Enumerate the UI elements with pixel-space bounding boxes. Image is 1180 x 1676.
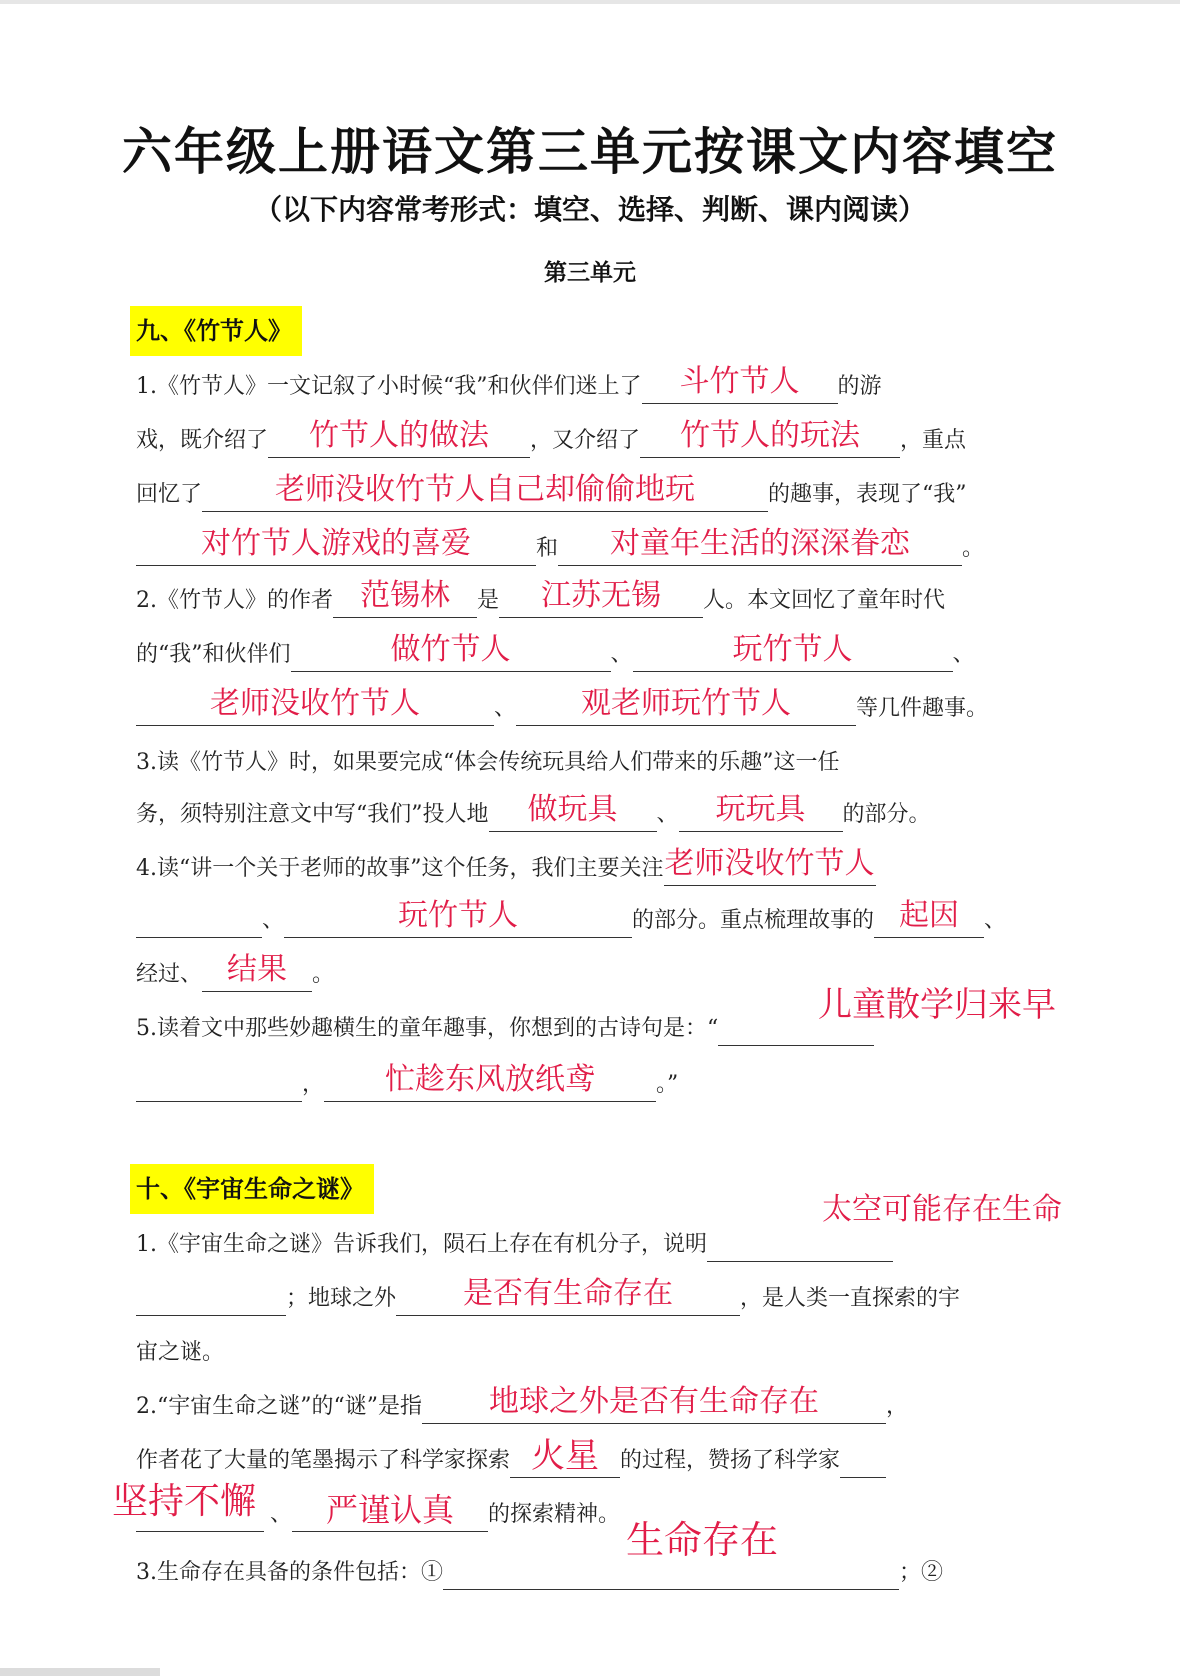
answer-blank — [284, 898, 632, 938]
question-text: 的部分。 — [842, 802, 931, 827]
handwritten-answer: 老师没收竹节人自己却偷偷地玩 — [275, 472, 696, 507]
page-top-edge — [0, 0, 1180, 4]
handwritten-answer: 儿童散学归来早 — [818, 985, 1056, 1025]
question-text: 、 — [984, 908, 1007, 933]
handwritten-answer: 严谨认真 — [326, 1491, 455, 1529]
question-text: 宙之谜。 — [136, 1340, 225, 1365]
q1-line-3 — [136, 472, 1046, 512]
answer-blank — [840, 1449, 886, 1478]
s2-q2-line-3-underline — [136, 1498, 268, 1532]
handwritten-answer: 忙趁东风放纸鸢 — [385, 1062, 596, 1097]
handwritten-answer: 是否有生命存在 — [463, 1276, 674, 1311]
answer-blank — [136, 909, 262, 938]
answer-blank — [136, 1287, 286, 1316]
answer-blank — [558, 526, 962, 566]
q1-line-4 — [136, 526, 1046, 566]
answer-blank — [516, 686, 856, 726]
question-text: 、 — [610, 642, 633, 667]
question-text: 、 — [270, 1502, 293, 1527]
question-text: ；地球之外 — [286, 1286, 397, 1311]
q4-line-2 — [136, 898, 1046, 938]
s2-q3-line-1 — [136, 1556, 1046, 1590]
question-text: 戏，既介绍了 — [136, 428, 269, 453]
q5-line-2 — [136, 1062, 1046, 1102]
question-text: ， — [885, 1394, 908, 1419]
page-subtitle: （以下内容常考形式：填空、选择、判断、课内阅读） — [253, 193, 926, 226]
question-text: 是 — [477, 588, 500, 613]
answer-blank — [292, 1491, 488, 1532]
question-text: 的“我”和伙伴们 — [136, 642, 291, 667]
question-text: ，重点 — [900, 428, 967, 453]
answer-blank — [268, 418, 530, 458]
question-text: ，又介绍了 — [530, 428, 641, 453]
question-text: 5.读着文中那些妙趣横生的童年趣事，你想到的古诗句是：“ — [136, 1016, 719, 1041]
answer-blank — [489, 792, 657, 832]
handwritten-answer: 竹节人的做法 — [309, 418, 490, 453]
q1-line-2 — [136, 418, 1046, 458]
question-text: 的部分。重点梳理故事的 — [632, 908, 875, 933]
s2-q1-line-1 — [136, 1228, 1046, 1262]
handwritten-answer: 玩玩具 — [715, 792, 806, 827]
handwritten-answer: 老师没收竹节人 — [210, 686, 420, 721]
question-text: 的过程，赞扬了科学家 — [620, 1448, 841, 1473]
question-text: 、 — [952, 642, 975, 667]
question-text: 等几件趣事。 — [856, 696, 989, 721]
question-text: 。 — [962, 536, 985, 561]
handwritten-answer: 斗竹节人 — [679, 364, 800, 399]
question-text: 务，须特别注意文中写“我们”投人地 — [136, 802, 489, 827]
question-text: 的游 — [837, 374, 882, 399]
answer-blank — [874, 898, 984, 938]
s2-q2-line-3 — [270, 1491, 870, 1532]
question-text: ， — [302, 1072, 325, 1097]
question-text: 、 — [494, 696, 517, 721]
handwritten-answer: 对竹节人游戏的喜爱 — [201, 526, 471, 561]
answer-blank — [633, 632, 953, 672]
handwritten-answer: 生命存在 — [626, 1518, 779, 1562]
question-text: 的趣事，表现了“我” — [768, 482, 967, 507]
handwritten-answer: 地球之外是否有生命存在 — [488, 1384, 819, 1419]
page-title: 六年级上册语文第三单元按课文内容填空 — [122, 123, 1058, 181]
q4-line-1 — [136, 846, 1046, 886]
s2-q1-line-3 — [136, 1336, 1046, 1370]
question-text: 和 — [536, 536, 559, 561]
section-heading-yuzhou: 十、《宇宙生命之谜》 — [130, 1164, 374, 1214]
q2-line-3 — [136, 686, 1046, 726]
question-text: 的探索精神。 — [488, 1502, 621, 1527]
handwritten-answer: 玩竹节人 — [398, 898, 519, 933]
q2-line-1 — [136, 578, 1046, 618]
handwritten-answer: 太空可能存在生命 — [822, 1192, 1062, 1227]
question-text: 3.读《竹节人》时，如果要完成“体会传统玩具给人们带来的乐趣”这一任 — [136, 750, 840, 775]
answer-blank — [396, 1276, 740, 1316]
s2-q1-line-2 — [136, 1276, 1046, 1316]
question-text: 2.“宇宙生命之谜”的“谜”是指 — [136, 1394, 422, 1419]
s2-q2-line-1 — [136, 1384, 1046, 1424]
q3-line-2 — [136, 792, 1046, 832]
answer-blank — [642, 364, 838, 404]
handwritten-answer: 观老师玩竹节人 — [581, 686, 792, 721]
question-text: 、 — [262, 908, 285, 933]
handwritten-answer: 老师没收竹节人 — [664, 846, 875, 881]
question-text: 。” — [656, 1072, 679, 1097]
unit-heading: 第三单元 — [544, 260, 636, 286]
question-text: 经过、 — [136, 962, 203, 987]
handwritten-answer: 火星 — [531, 1436, 600, 1476]
section-heading-zhujieren: 九、《竹节人》 — [130, 306, 302, 356]
question-text: ，是人类一直探索的宇 — [740, 1286, 961, 1311]
question-text: 1.《宇宙生命之谜》告诉我们，陨石上存在有机分子，说明 — [136, 1232, 707, 1257]
question-text: 作者花了大量的笔墨揭示了科学家探索 — [136, 1448, 511, 1473]
answer-blank — [679, 792, 843, 832]
answer-blank — [333, 578, 477, 618]
answer-blank — [510, 1436, 620, 1478]
answer-blank — [422, 1384, 886, 1424]
handwritten-answer: 江苏无锡 — [541, 578, 662, 613]
handwritten-answer: 做竹节人 — [390, 632, 511, 667]
answer-blank — [499, 578, 703, 618]
q1-line-1 — [136, 364, 1046, 404]
answer-blank — [202, 952, 312, 992]
answer-blank — [707, 1233, 893, 1262]
answer-blank — [136, 1073, 302, 1102]
answer-blank — [640, 418, 900, 458]
question-text: 2.《竹节人》的作者 — [136, 588, 333, 613]
question-text: 回忆了 — [136, 482, 203, 507]
handwritten-answer: 坚持不懈 — [112, 1481, 257, 1522]
question-text: 1.《竹节人》一文记叙了小时候“我”和伙伴们迷上了 — [136, 374, 642, 399]
handwritten-answer: 起因 — [899, 898, 960, 933]
answer-blank — [136, 1503, 264, 1532]
answer-blank — [136, 526, 536, 566]
question-text: 。 — [312, 962, 335, 987]
answer-blank — [443, 1561, 899, 1590]
handwritten-answer: 对童年生活的深深眷恋 — [610, 526, 911, 561]
handwritten-answer: 竹节人的玩法 — [680, 418, 861, 453]
question-text: 4.读“讲一个关于老师的故事”这个任务，我们主要关注 — [136, 856, 664, 881]
handwritten-answer: 结果 — [227, 952, 288, 987]
q3-line-1 — [136, 746, 1046, 780]
handwritten-answer: 玩竹节人 — [732, 632, 853, 667]
question-text: 人。本文回忆了童年时代 — [703, 588, 946, 613]
question-text: 3.生命存在具备的条件包括：① — [136, 1560, 443, 1585]
handwritten-answer: 做玩具 — [527, 792, 618, 827]
q2-line-2 — [136, 632, 1046, 672]
answer-blank — [664, 846, 876, 886]
answer-blank — [202, 472, 768, 512]
question-text: 、 — [656, 802, 679, 827]
answer-blank — [324, 1062, 656, 1102]
answer-blank — [136, 686, 494, 726]
handwritten-answer: 范锡林 — [360, 578, 450, 613]
s2-q2-line-2 — [136, 1436, 1046, 1478]
question-text: ；② — [899, 1560, 944, 1585]
page-bottom-edge — [0, 1668, 160, 1676]
answer-blank — [291, 632, 611, 672]
